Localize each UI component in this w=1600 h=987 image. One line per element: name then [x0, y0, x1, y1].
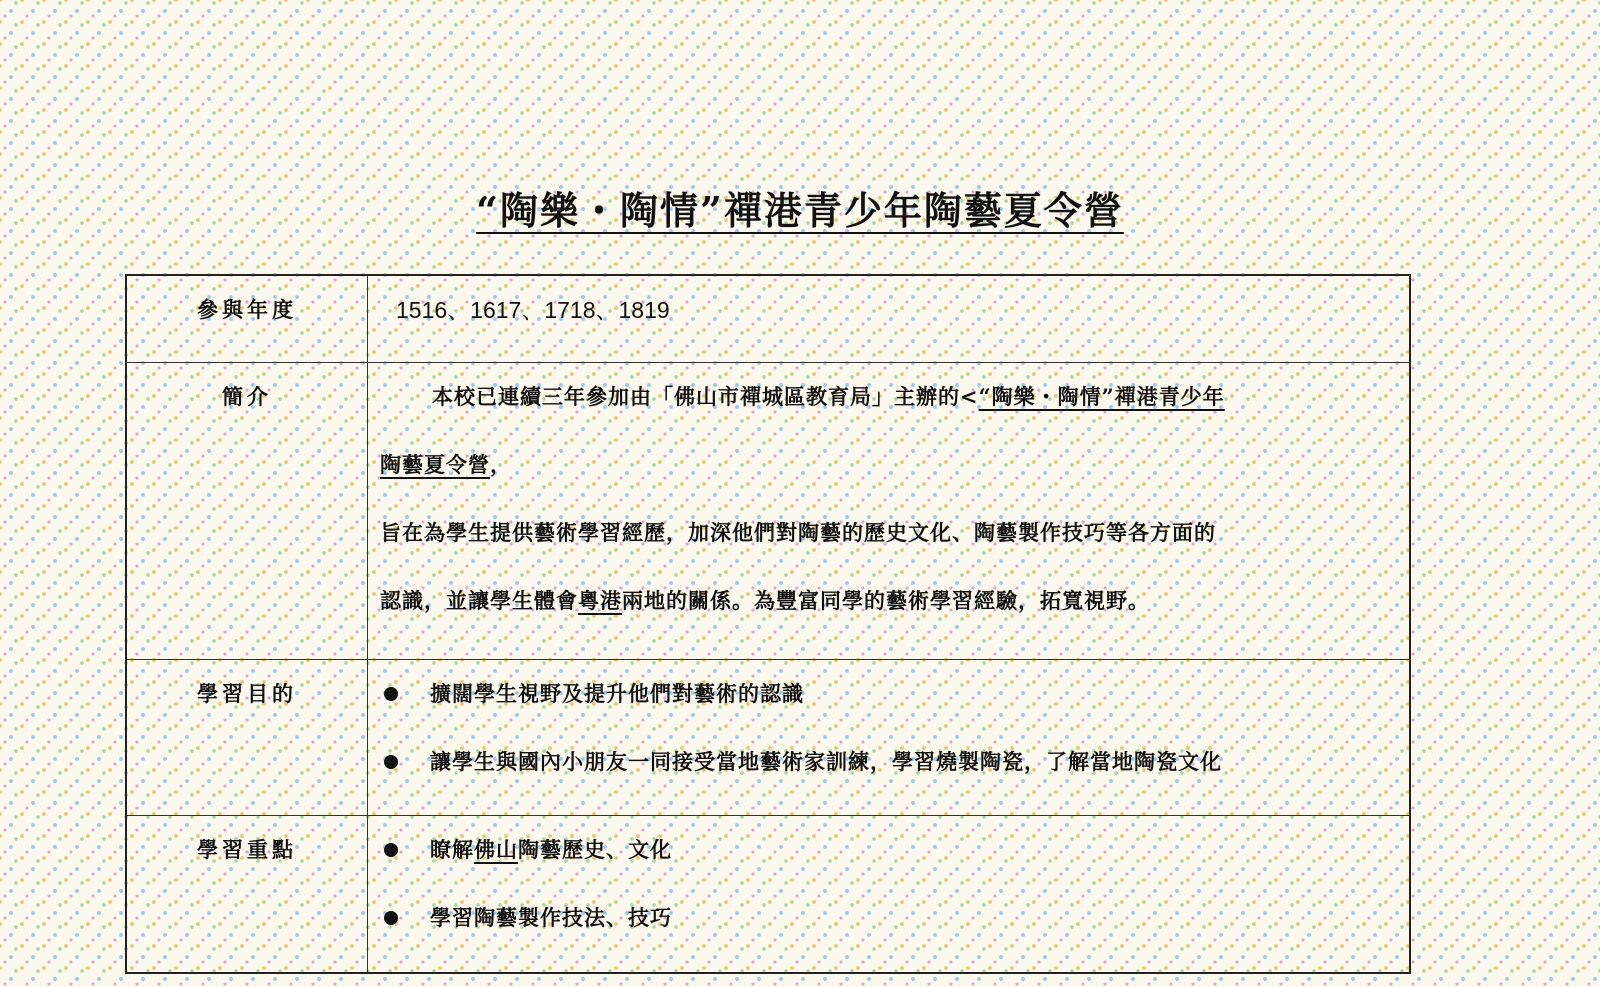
year-value: 1516、1617、1718、1819 — [396, 297, 670, 323]
intro-text-cell — [368, 363, 1411, 660]
table-row-year — [126, 275, 1410, 363]
table-row-focus — [126, 816, 1410, 974]
intro-line-3: 旨在為學生提供藝術學習經歷，加深他們對陶藝的歷史文化、陶藝製作技巧等各方面的 — [380, 520, 1216, 545]
focus-label: 學習重點 — [126, 816, 368, 974]
intro-line-2-suffix: ， — [490, 452, 512, 477]
focus-list-cell — [368, 816, 1411, 974]
page-title: “陶樂・陶情”禪港青少年陶藝夏令營 — [476, 188, 1124, 233]
focus-item-1-prefix: 瞭解 — [430, 837, 474, 862]
bullet-icon — [384, 843, 398, 857]
purpose-list — [380, 660, 1399, 796]
intro-underlined-region: 粵港 — [578, 588, 622, 613]
purpose-list-cell — [368, 660, 1411, 816]
intro-line-2 — [380, 431, 1399, 499]
bullet-icon — [384, 687, 398, 701]
intro-line-1-prefix: 本校已連續三年參加由「佛山市禪城區教育局」主辦的< — [432, 384, 979, 409]
focus-item-1 — [430, 816, 672, 884]
bullet-icon — [384, 755, 398, 769]
intro-event-name-part1: “陶樂・陶情”禪港青少年 — [978, 384, 1225, 409]
focus-list — [380, 816, 1399, 952]
intro-event-name-part2: 陶藝夏令營 — [380, 452, 490, 477]
table-row-purpose — [126, 660, 1410, 816]
year-label: 參與年度 — [126, 275, 368, 363]
intro-line-4-prefix: 認識，並讓學生體會 — [380, 588, 578, 613]
intro-line-4-suffix: 兩地的關係。為豐富同學的藝術學習經驗，拓寬視野。 — [622, 588, 1150, 613]
list-item — [380, 884, 1399, 952]
focus-item-1-suffix: 陶藝歷史、文化 — [518, 837, 672, 862]
table-row-intro — [126, 363, 1410, 660]
year-value-cell — [368, 275, 1411, 363]
purpose-item-1: 擴闊學生視野及提升他們對藝術的認識 — [430, 681, 804, 706]
bullet-icon — [384, 911, 398, 925]
list-item — [380, 728, 1399, 796]
intro-label: 簡介 — [126, 363, 368, 660]
intro-line-1 — [380, 363, 1399, 431]
intro-line-4 — [380, 567, 1399, 635]
focus-item-1-underlined: 佛山 — [474, 837, 518, 862]
list-item — [380, 816, 1399, 884]
list-item — [380, 660, 1399, 728]
purpose-label: 學習目的 — [126, 660, 368, 816]
focus-item-2: 學習陶藝製作技法、技巧 — [430, 905, 672, 930]
purpose-item-2: 讓學生與國內小朋友一同接受當地藝術家訓練，學習燒製陶瓷，了解當地陶瓷文化 — [430, 749, 1222, 774]
info-table — [125, 274, 1411, 974]
